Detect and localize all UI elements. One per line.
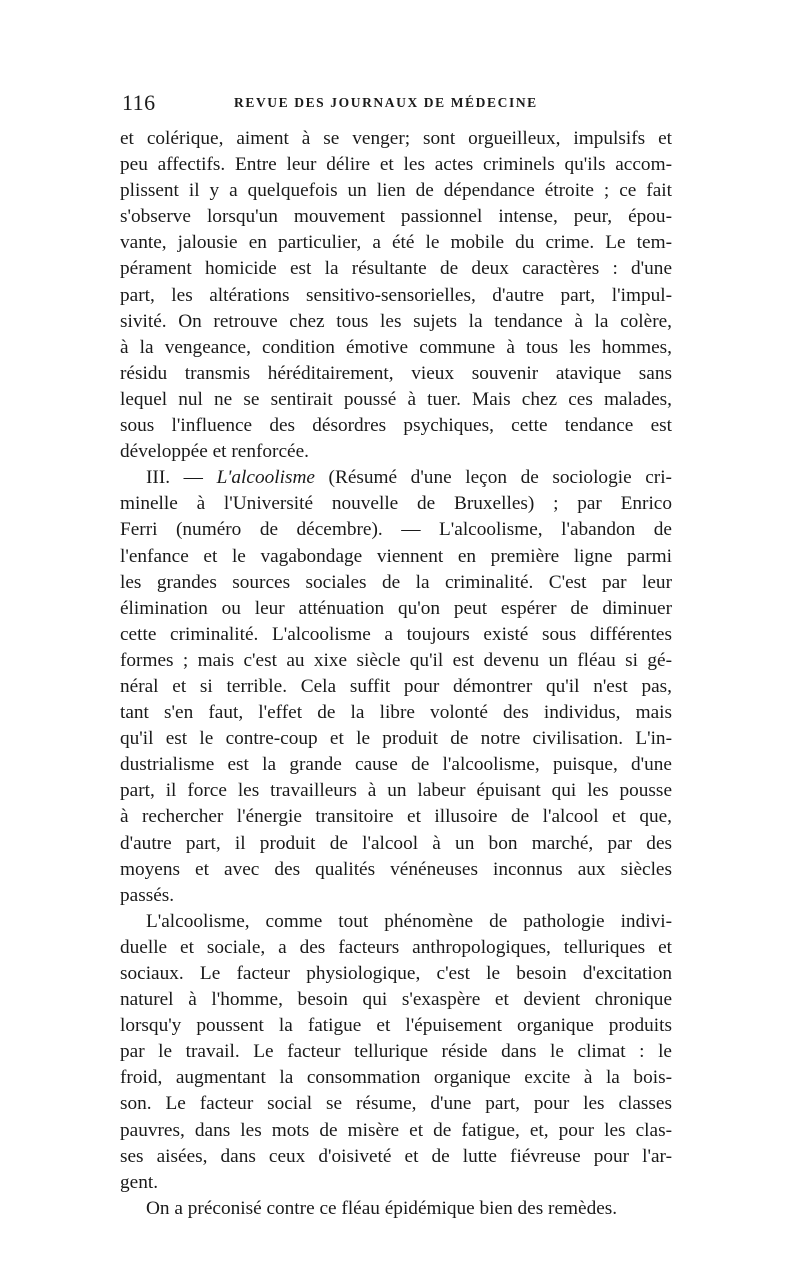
text-line: lorsqu'y poussent la fatigue et l'épuisement organique produits: [120, 1015, 672, 1037]
section-heading-rest: (Résumé d'une leçon de sociologie cri-: [314, 467, 672, 489]
text-line: tant s'en faut, l'effet de la libre volonté des individus, mais: [120, 702, 672, 724]
text-line: l'enfance et le vagabondage viennent en première ligne parmi: [120, 545, 672, 567]
text-line: part, les altérations sensitivo-sensorielles, d'autre part, l'impul-: [120, 284, 672, 306]
text-line: développée et renforcée.: [120, 441, 309, 463]
section-number: III. —: [146, 467, 217, 489]
text-line: Ferri (numéro de décembre). — L'alcoolisme, l'abandon de: [120, 519, 672, 541]
text-line: à rechercher l'énergie transitoire et illusoire de l'alcool et que,: [120, 806, 672, 828]
page-header: [122, 90, 682, 114]
text-line: cette criminalité. L'alcoolisme a toujours existé sous différentes: [120, 623, 672, 645]
section-heading-line: [120, 465, 672, 491]
text-line: sous l'influence des désordres psychiques, cette tendance est: [120, 415, 672, 437]
text-line: lequel nul ne se sentirait poussé à tuer. Mais chez ces malades,: [120, 388, 672, 410]
text-line: et colérique, aiment à se venger; sont orgueilleux, impulsifs et: [120, 128, 672, 149]
text-line: son. Le facteur social se résume, d'une part, pour les classes: [120, 1093, 672, 1115]
text-line: On a préconisé contre ce fléau épidémique bien des remèdes.: [146, 1197, 618, 1219]
text-line: néral et si terrible. Cela suffit pour démontrer qu'il n'est pas,: [120, 675, 672, 697]
text-line: à la vengeance, condition émotive commune à tous les hommes,: [120, 336, 672, 358]
text-line: d'autre part, il produit de l'alcool à un bon marché, par des: [120, 832, 672, 854]
text-line: qu'il est le contre-coup et le produit de notre civilisation. L'in-: [120, 728, 672, 750]
text-line: résidu transmis héréditairement, vieux souvenir atavique sans: [120, 362, 672, 384]
text-line: élimination ou leur atténuation qu'on peut espérer de diminuer: [120, 597, 672, 619]
page-number: 116: [122, 90, 156, 115]
text-line: pérament homicide est la résultante de deux caractères : d'une: [120, 258, 672, 280]
text-line: passés.: [120, 884, 175, 906]
text-line: plissent il y a quelquefois un lien de dépendance étroite ; ce fait: [120, 180, 672, 202]
text-line: minelle à l'Université nouvelle de Bruxelles) ; par Enrico: [120, 493, 672, 515]
text-line: sociaux. Le facteur physiologique, c'est le besoin d'excitation: [120, 963, 672, 984]
body-text: [120, 126, 672, 1222]
text-line: formes ; mais c'est au xixe siècle qu'il est devenu un fléau si gé-: [120, 649, 672, 671]
text-line: sivité. On retrouve chez tous les sujets la tendance à la colère,: [120, 310, 672, 332]
text-line: gent.: [120, 1171, 159, 1193]
text-line: L'alcoolisme, comme tout phénomène de pathologie indivi-: [146, 910, 672, 932]
text-line: les grandes sources sociales de la criminalité. C'est par leur: [120, 571, 672, 593]
text-line: part, il force les travailleurs à un labeur épuisant qui les pousse: [120, 780, 672, 802]
text-line: duelle et sociale, a des facteurs anthropologiques, telluriques et: [120, 936, 672, 958]
text-line: froid, augmentant la consommation organique excite à la bois-: [120, 1067, 672, 1089]
text-line: pauvres, dans les mots de misère et de fatigue, et, pour les clas-: [120, 1119, 672, 1141]
text-line: par le travail. Le facteur tellurique réside dans le climat : le: [120, 1041, 672, 1063]
text-line: peu affectifs. Entre leur délire et les actes criminels qu'ils accom-: [120, 154, 672, 176]
text-line: vante, jalousie en particulier, a été le mobile du crime. Le tem-: [120, 232, 672, 254]
text-line: ses aisées, dans ceux d'oisiveté et de lutte fiévreuse pour l'ar-: [120, 1145, 672, 1167]
text-line: moyens et avec des qualités vénéneuses inconnus aux siècles: [120, 858, 672, 880]
running-title: REVUE DES JOURNAUX DE MÉDECINE: [234, 95, 538, 110]
text-line: dustrialisme est la grande cause de l'alcoolisme, puisque, d'une: [120, 754, 672, 776]
section-title: L'alcoolisme: [216, 467, 315, 489]
text-line: naturel à l'homme, besoin qui s'exaspère et devient chronique: [120, 989, 672, 1011]
text-line: s'observe lorsqu'un mouvement passionnel intense, peur, épou-: [120, 206, 672, 228]
